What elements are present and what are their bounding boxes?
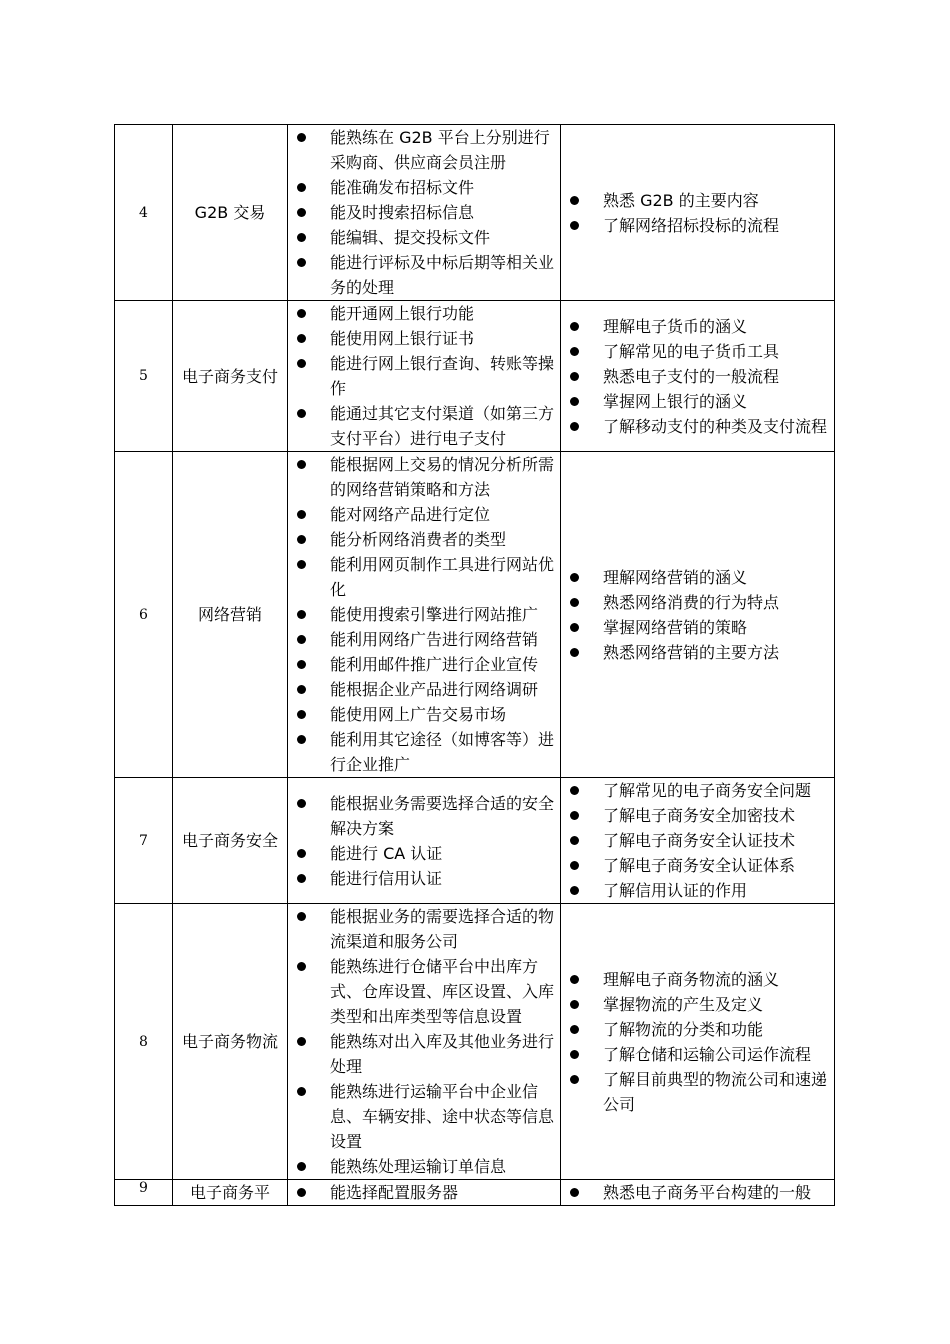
row-number: 4 <box>115 125 173 301</box>
knowledge-item <box>561 778 834 803</box>
bullet-icon <box>297 309 306 318</box>
skill-item-text: 能及时搜索招标信息 <box>330 203 475 222</box>
knowledge-item-text: 熟悉网络营销的主要方法 <box>603 642 780 662</box>
skill-item <box>288 727 560 777</box>
skill-item <box>288 301 560 326</box>
bullet-icon <box>570 786 579 795</box>
knowledge-item-text: 了解常见的电子商务安全问题 <box>603 781 812 800</box>
bullet-icon <box>570 422 579 431</box>
skill-requirements-cell <box>288 778 561 904</box>
bullet-icon <box>297 1162 306 1171</box>
knowledge-item <box>561 364 834 389</box>
skill-item-text: 能进行网上银行查询、转账等操作 <box>330 354 555 398</box>
knowledge-requirements-cell <box>561 904 835 1180</box>
skill-item <box>288 527 560 552</box>
skill-item <box>288 954 560 1029</box>
skill-item <box>288 627 560 652</box>
module-name: 网络营销 <box>173 452 288 778</box>
bullet-icon <box>297 233 306 242</box>
knowledge-item-text: 掌握网上银行的涵义 <box>603 391 748 411</box>
skills-list <box>288 904 560 1179</box>
module-name: 电子商务支付 <box>173 301 288 452</box>
bullet-icon <box>570 1025 579 1034</box>
skill-item <box>288 502 560 527</box>
knowledge-list <box>561 314 834 439</box>
skill-item <box>288 702 560 727</box>
skill-item <box>288 552 560 602</box>
bullet-icon <box>297 962 306 971</box>
bullet-icon <box>570 836 579 845</box>
bullet-icon <box>297 334 306 343</box>
knowledge-item-text: 掌握物流的产生及定义 <box>603 994 764 1014</box>
bullet-icon <box>570 573 579 582</box>
knowledge-item-text: 理解电子货币的涵义 <box>603 316 748 336</box>
knowledge-item <box>561 967 834 992</box>
bullet-icon <box>297 874 306 883</box>
skill-item-text: 能根据业务需要选择合适的安全解决方案 <box>330 793 555 838</box>
skill-requirements-cell <box>288 125 561 301</box>
knowledge-item <box>561 339 834 364</box>
bullet-icon <box>297 710 306 719</box>
row-number: 7 <box>115 778 173 904</box>
skill-item <box>288 791 560 841</box>
skills-list <box>288 452 560 777</box>
knowledge-requirements-cell <box>561 1180 835 1206</box>
bullet-icon <box>297 258 306 267</box>
skill-item-text: 能利用网络广告进行网络营销 <box>330 630 539 649</box>
skill-item-text: 能编辑、提交投标文件 <box>330 228 491 247</box>
skill-item <box>288 225 560 250</box>
skill-item-text: 能利用其它途径（如博客等）进行企业推广 <box>330 730 555 774</box>
knowledge-item <box>561 640 834 665</box>
knowledge-item <box>561 1042 834 1067</box>
bullet-icon <box>570 975 579 984</box>
module-name: 电子商务安全 <box>173 778 288 904</box>
skill-item-text: 能对网络产品进行定位 <box>330 505 491 524</box>
bullet-icon <box>570 1188 579 1197</box>
skill-item-text: 能使用搜索引擎进行网站推广 <box>330 605 539 624</box>
knowledge-item <box>561 615 834 640</box>
bullet-icon <box>570 221 579 230</box>
skill-item <box>288 452 560 502</box>
bullet-icon <box>570 811 579 820</box>
skill-item <box>288 125 560 175</box>
bullet-icon <box>297 610 306 619</box>
bullet-icon <box>570 886 579 895</box>
bullet-icon <box>297 735 306 744</box>
table-row <box>115 778 835 904</box>
bullet-icon <box>570 196 579 205</box>
row-number: 6 <box>115 452 173 778</box>
skill-item <box>288 351 560 401</box>
knowledge-item-text: 了解电子商务安全认证体系 <box>603 856 796 875</box>
skill-item-text: 能通过其它支付渠道（如第三方支付平台）进行电子支付 <box>330 404 555 448</box>
skill-item-text: 能熟练处理运输订单信息 <box>330 1157 507 1176</box>
row-number: 8 <box>115 904 173 1180</box>
bullet-icon <box>297 799 306 808</box>
bullet-icon <box>297 849 306 858</box>
bullet-icon <box>297 912 306 921</box>
knowledge-item-text: 了解目前典型的物流公司和速递公司 <box>603 1069 828 1114</box>
bullet-icon <box>570 397 579 406</box>
bullet-icon <box>297 1087 306 1096</box>
knowledge-item <box>561 992 834 1017</box>
bullet-icon <box>297 133 306 142</box>
knowledge-item-text: 了解信用认证的作用 <box>603 881 748 900</box>
skill-item-text: 能使用网上银行证书 <box>330 329 475 348</box>
skill-item <box>288 1029 560 1079</box>
bullet-icon <box>297 460 306 469</box>
skill-item <box>288 1180 560 1205</box>
knowledge-item <box>561 414 834 439</box>
bullet-icon <box>297 560 306 569</box>
bullet-icon <box>570 1000 579 1009</box>
knowledge-item <box>561 1180 834 1205</box>
skill-requirements-cell <box>288 904 561 1180</box>
skill-item-text: 能利用邮件推广进行企业宣传 <box>330 655 539 674</box>
bullet-icon <box>297 1188 306 1197</box>
knowledge-item <box>561 213 834 238</box>
row-number: 9 <box>115 1180 173 1206</box>
skill-item <box>288 175 560 200</box>
row-number: 5 <box>115 301 173 452</box>
skill-item <box>288 326 560 351</box>
knowledge-list <box>561 188 834 238</box>
knowledge-item <box>561 803 834 828</box>
table-row <box>115 904 835 1180</box>
skill-item-text: 能根据业务的需要选择合适的物流渠道和服务公司 <box>330 907 555 951</box>
knowledge-item-text: 熟悉电子支付的一般流程 <box>603 366 780 386</box>
skill-item <box>288 866 560 891</box>
knowledge-item-text: 了解物流的分类和功能 <box>603 1019 764 1039</box>
skill-item <box>288 1079 560 1154</box>
knowledge-item-text: 了解网络招标投标的流程 <box>603 215 780 235</box>
knowledge-requirements-cell <box>561 452 835 778</box>
knowledge-item <box>561 188 834 213</box>
table-row <box>115 125 835 301</box>
knowledge-item <box>561 590 834 615</box>
skill-item <box>288 200 560 225</box>
bullet-icon <box>297 183 306 192</box>
bullet-icon <box>570 1075 579 1084</box>
skill-requirements-cell <box>288 301 561 452</box>
bullet-icon <box>570 861 579 870</box>
knowledge-item <box>561 853 834 878</box>
bullet-icon <box>297 510 306 519</box>
bullet-icon <box>297 208 306 217</box>
bullet-icon <box>297 359 306 368</box>
table-row <box>115 301 835 452</box>
knowledge-list <box>561 778 834 903</box>
skill-item-text: 能利用网页制作工具进行网站优化 <box>330 555 555 599</box>
skills-list <box>288 125 560 300</box>
curriculum-table <box>114 124 835 1206</box>
skill-item-text: 能选择配置服务器 <box>330 1183 459 1202</box>
bullet-icon <box>297 660 306 669</box>
bullet-icon <box>570 1050 579 1059</box>
skill-item-text: 能熟练在 G2B 平台上分别进行采购商、供应商会员注册 <box>330 128 550 172</box>
bullet-icon <box>570 598 579 607</box>
skill-item-text: 能进行 CA 认证 <box>330 843 443 863</box>
skill-requirements-cell <box>288 452 561 778</box>
module-name: 电子商务物流 <box>173 904 288 1180</box>
skill-item-text: 能熟练进行仓储平台中出库方式、仓库设置、库区设置、入库类型和出库类型等信息设置 <box>330 957 555 1026</box>
module-name: 电子商务平 <box>173 1180 288 1206</box>
knowledge-item-text: 掌握网络营销的策略 <box>603 617 748 637</box>
skill-item <box>288 401 560 451</box>
knowledge-item-text: 熟悉网络消费的行为特点 <box>603 592 780 612</box>
skill-item-text: 能根据企业产品进行网络调研 <box>330 680 539 699</box>
knowledge-item <box>561 1017 834 1042</box>
skill-item-text: 能使用网上广告交易市场 <box>330 705 507 724</box>
bullet-icon <box>297 535 306 544</box>
skill-item-text: 能熟练进行运输平台中企业信息、车辆安排、途中状态等信息设置 <box>330 1082 555 1151</box>
skill-item <box>288 904 560 954</box>
knowledge-item <box>561 389 834 414</box>
knowledge-item-text: 熟悉电子商务平台构建的一般 <box>603 1183 812 1202</box>
module-name: G2B 交易 <box>173 125 288 301</box>
skill-item-text: 能进行信用认证 <box>330 868 443 888</box>
knowledge-item <box>561 1067 834 1117</box>
table-row <box>115 1180 835 1206</box>
skill-item <box>288 250 560 300</box>
skill-item-text: 能开通网上银行功能 <box>330 304 475 323</box>
knowledge-item-text: 了解电子商务安全认证技术 <box>603 831 796 850</box>
knowledge-item-text: 了解常见的电子货币工具 <box>603 341 780 361</box>
knowledge-item <box>561 878 834 903</box>
knowledge-list <box>561 1180 834 1205</box>
skill-requirements-cell <box>288 1180 561 1206</box>
skill-item-text: 能熟练对出入库及其他业务进行处理 <box>330 1032 555 1076</box>
bullet-icon <box>570 372 579 381</box>
bullet-icon <box>297 1037 306 1046</box>
knowledge-item-text: 了解仓储和运输公司运作流程 <box>603 1044 812 1064</box>
skill-item <box>288 677 560 702</box>
skills-list <box>288 301 560 451</box>
skill-item <box>288 841 560 866</box>
knowledge-item-text: 了解电子商务安全加密技术 <box>603 806 796 825</box>
bullet-icon <box>570 623 579 632</box>
skills-list <box>288 791 560 891</box>
bullet-icon <box>570 322 579 331</box>
knowledge-item-text: 熟悉 G2B 的主要内容 <box>603 190 759 210</box>
knowledge-item-text: 理解电子商务物流的涵义 <box>603 969 780 989</box>
knowledge-requirements-cell <box>561 301 835 452</box>
knowledge-item-text: 理解网络营销的涵义 <box>603 567 748 587</box>
bullet-icon <box>570 648 579 657</box>
curriculum-table-body <box>115 125 835 1206</box>
skill-item-text: 能进行评标及中标后期等相关业务的处理 <box>330 253 555 297</box>
knowledge-list <box>561 565 834 665</box>
skills-list <box>288 1180 560 1205</box>
knowledge-item <box>561 828 834 853</box>
skill-item <box>288 602 560 627</box>
knowledge-requirements-cell <box>561 125 835 301</box>
knowledge-list <box>561 967 834 1117</box>
bullet-icon <box>297 409 306 418</box>
knowledge-item-text: 了解移动支付的种类及支付流程 <box>603 416 828 436</box>
skill-item <box>288 652 560 677</box>
skill-item <box>288 1154 560 1179</box>
skill-item-text: 能准确发布招标文件 <box>330 178 475 197</box>
table-row <box>115 452 835 778</box>
skill-item-text: 能根据网上交易的情况分析所需的网络营销策略和方法 <box>330 455 555 499</box>
bullet-icon <box>570 347 579 356</box>
bullet-icon <box>297 685 306 694</box>
skill-item-text: 能分析网络消费者的类型 <box>330 530 507 549</box>
knowledge-item <box>561 565 834 590</box>
knowledge-requirements-cell <box>561 778 835 904</box>
bullet-icon <box>297 635 306 644</box>
knowledge-item <box>561 314 834 339</box>
